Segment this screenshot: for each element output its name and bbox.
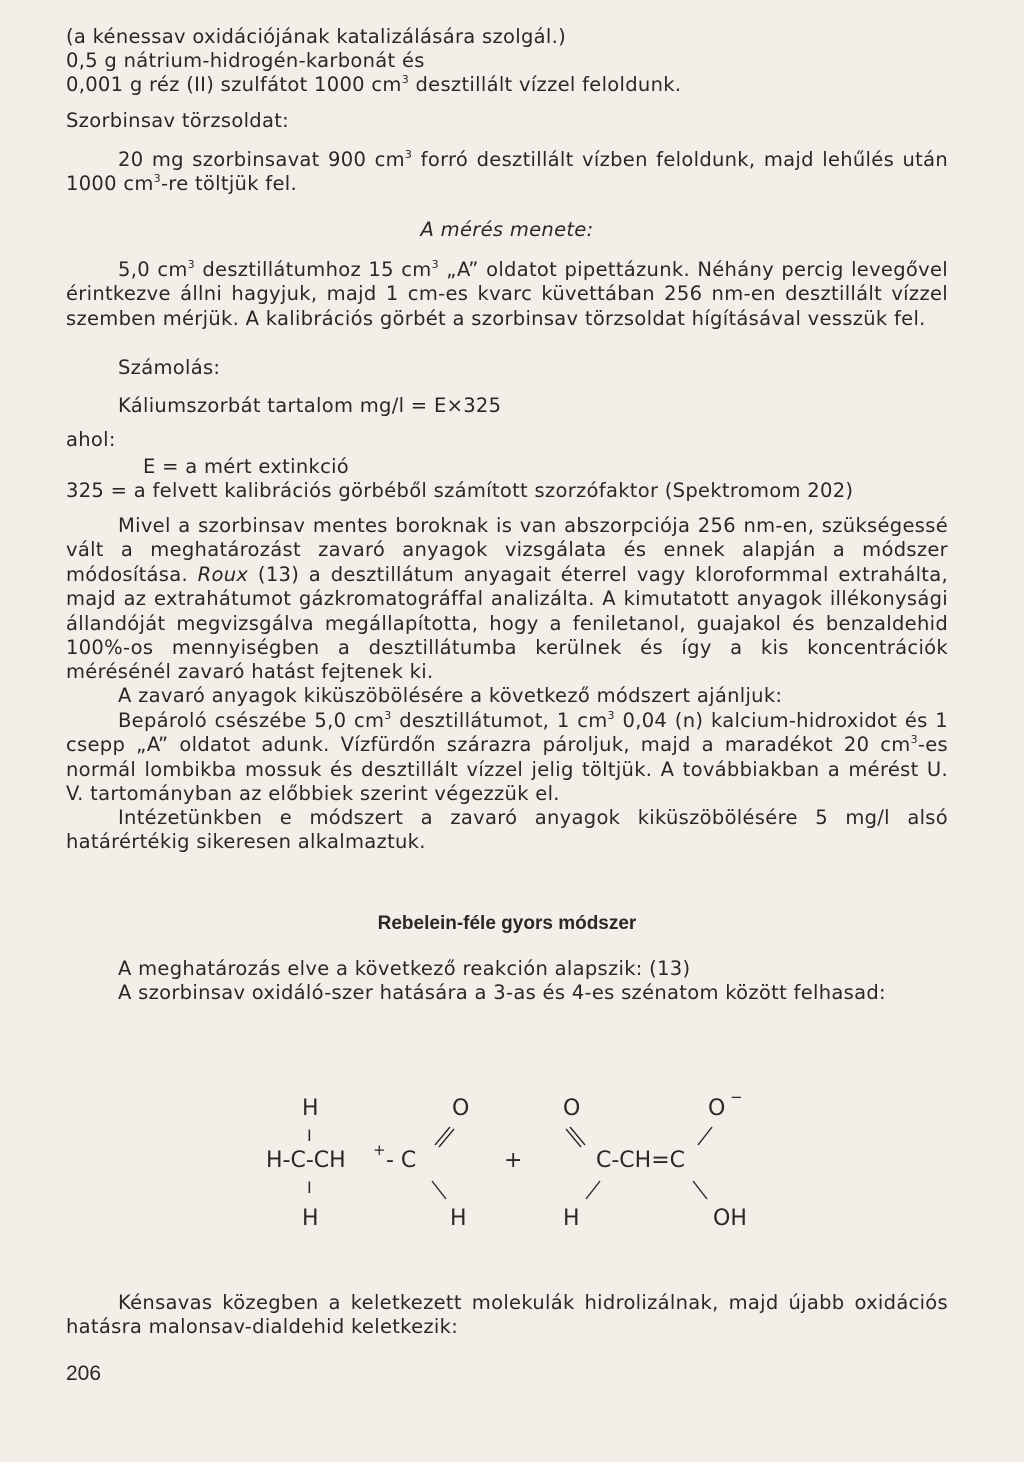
- institute-text: Intézetünkben e módszert a zavaró anyagok kiküszöbölésére 5 mg/l alsó határértékig sikeresen alkalmaztuk.: [66, 806, 948, 854]
- negative-charge: −: [730, 1088, 743, 1106]
- left-bottom-hydrogen: H: [302, 1206, 319, 1231]
- right-top-oxygen-2: O: [708, 1096, 726, 1121]
- reagent-line-2-text: 0,5 g nátrium-hidrogén-karbonát és: [66, 49, 425, 72]
- reagent-line-1-text: (a kénessav oxidációjának katalizálására szolgál.): [66, 25, 567, 48]
- procedure-text-b: desztillátumhoz 15 cm: [194, 258, 432, 281]
- rebelein-cleavage: [66, 981, 948, 1005]
- superscript-3: 3: [384, 709, 392, 722]
- lower-bond-right-2: [693, 1181, 707, 1199]
- superscript-3: 3: [187, 258, 195, 271]
- reagent-line-3-text-b: desztillált vízzel feloldunk.: [409, 73, 682, 96]
- method-text-c: 0,04 (n) kalcium-hidroxidot és 1 csepp „A” oldatot adunk. Vízfürdőn szárazra pároljuk, majd a maradékot 20 cm: [66, 709, 948, 757]
- page-number: [66, 1362, 101, 1386]
- reagent-line-1: [66, 25, 948, 49]
- method-text-a: Bepároló csészébe 5,0 cm: [118, 709, 385, 732]
- procedure-heading: [66, 218, 948, 242]
- left-top-hydrogen: H: [302, 1096, 319, 1121]
- left-bottom-hydrogen-2: H: [450, 1206, 467, 1231]
- final-paragraph-text: Kénsavas közegben a keletkezett molekulák hidrolizálnak, majd újabb oxidációs hatásra malonsav-dialdehid keletkezik:: [66, 1291, 948, 1339]
- right-bottom-hydrogen: H: [563, 1206, 580, 1231]
- superscript-3: 3: [431, 258, 439, 271]
- lower-bond-right-1: [586, 1181, 600, 1199]
- left-lower-bond: I: [307, 1178, 312, 1197]
- method-text-b: desztillátumot, 1 cm: [391, 709, 608, 732]
- roux-text-a: Mivel a szorbinsav mentes boroknak is van abszorpciója 256 nm-en, szükségessé vált a meghatározást zavaró anyagok vizsgálata és ennek alapján a módszer módosítása.: [66, 514, 948, 586]
- superscript-3: 3: [607, 709, 615, 722]
- procedure-heading-text: A mérés menete:: [420, 218, 594, 241]
- reagent-line-3: [66, 73, 948, 97]
- rebelein-principle: [66, 957, 948, 981]
- left-upper-bond: I: [307, 1126, 312, 1145]
- lower-bond-left: [432, 1181, 446, 1199]
- right-upper-bond: [698, 1127, 712, 1145]
- method-text-d: -es normál lombikba mossuk és desztillált vízzel jelig töltjük. A továbbiakban a mérést U. V. tartományban az előbbiek szerint végezzük el.: [66, 733, 948, 806]
- procedure-paragraph: [66, 258, 948, 331]
- calculation-formula: [118, 394, 501, 418]
- rebelein-cleavage-text: A szorbinsav oxidáló-szer hatására a 3-as és 4-es szénatom között felhasad:: [118, 981, 886, 1004]
- roux-paragraph: [66, 514, 948, 685]
- right-top-oxygen-1: O: [563, 1096, 581, 1121]
- superscript-3: 3: [404, 148, 413, 161]
- superscript-3: 3: [153, 172, 161, 186]
- left-dash-carbon: - C: [386, 1148, 417, 1173]
- definition-e: [143, 455, 349, 479]
- procedure-text-a: 5,0 cm: [118, 258, 188, 281]
- where-label: [66, 428, 948, 452]
- roux-author: Roux: [197, 562, 249, 586]
- stock-text-b: forró desztillált vízben feloldunk, majd lehűlés után 1000 cm: [66, 148, 948, 196]
- institute-paragraph: [66, 806, 948, 855]
- rebelein-heading-text: Rebelein-féle gyors módszer: [377, 913, 637, 934]
- plus-sign: +: [504, 1148, 523, 1173]
- stock-solution-paragraph: [66, 148, 948, 197]
- definition-325: [66, 479, 948, 503]
- positive-charge: +: [373, 1141, 386, 1159]
- roux-text-b: (13) a desztillátum anyagait éterrel vagy kloroformmal extrahálta, majd az extrahátumot gázkromatográffal analizálta. A kimutatott anyagok illékonysági állandóját megvizsgálva megállapította, hogy a feniletanol, guajakol és benzaldehid 100%-os mennyiségben a desztillátumba kerülnek és így a kis koncentrációk mérésénél zavaró hatást fejtenek ki.: [66, 562, 948, 684]
- right-chain: C-CH=C: [596, 1148, 685, 1173]
- method-paragraph: [66, 709, 948, 807]
- rebelein-principle-text: A meghatározás elve a következő reakción alapszik: (13): [118, 957, 691, 980]
- calculation-label-text: Számolás:: [118, 356, 221, 379]
- stock-text-c: -re töltjük fel.: [160, 172, 297, 196]
- calculation-formula-text: Káliumszorbát tartalom mg/l = E×325: [118, 394, 502, 417]
- definition-325-text: 325 = a felvett kalibrációs görbéből számított szorzófaktor (Spektromom 202): [66, 479, 854, 502]
- left-chain: H-C-CH: [266, 1148, 346, 1173]
- method-intro: [66, 684, 948, 708]
- superscript-3: 3: [401, 73, 409, 86]
- where-label-text: ahol:: [66, 428, 116, 451]
- reagent-line-3-text-a: 0,001 g réz (II) szulfátot 1000 cm: [66, 73, 402, 96]
- final-paragraph: [66, 1291, 948, 1340]
- page-number-text: 206: [66, 1362, 102, 1385]
- reaction-scheme: [260, 1085, 780, 1255]
- stock-solution-label-text: Szorbinsav törzsoldat:: [66, 109, 290, 132]
- calculation-label: [118, 356, 220, 380]
- rebelein-heading: [66, 912, 948, 936]
- procedure-text-c: „A” oldatot pipettázunk. Néhány percig levegővel érintkezve állni hagyjuk, majd 1 cm-es kvarc küvettában 256 nm-en desztillált vízzel szemben mérjük. A kalibrációs görbét a szorbinsav törzsoldat hígításával vesszük fel.: [66, 258, 948, 330]
- superscript-3: 3: [910, 733, 918, 747]
- stock-text-a: 20 mg szorbinsavat 900 cm: [118, 148, 405, 171]
- method-intro-text: A zavaró anyagok kiküszöbölésére a következő módszert ajánljuk:: [118, 684, 783, 707]
- definition-e-text: E = a mért extinkció: [143, 455, 350, 478]
- right-bottom-hydroxyl: OH: [713, 1206, 747, 1231]
- stock-solution-label: [66, 109, 948, 133]
- left-top-oxygen: O: [452, 1096, 470, 1121]
- reagent-line-2: [66, 49, 948, 73]
